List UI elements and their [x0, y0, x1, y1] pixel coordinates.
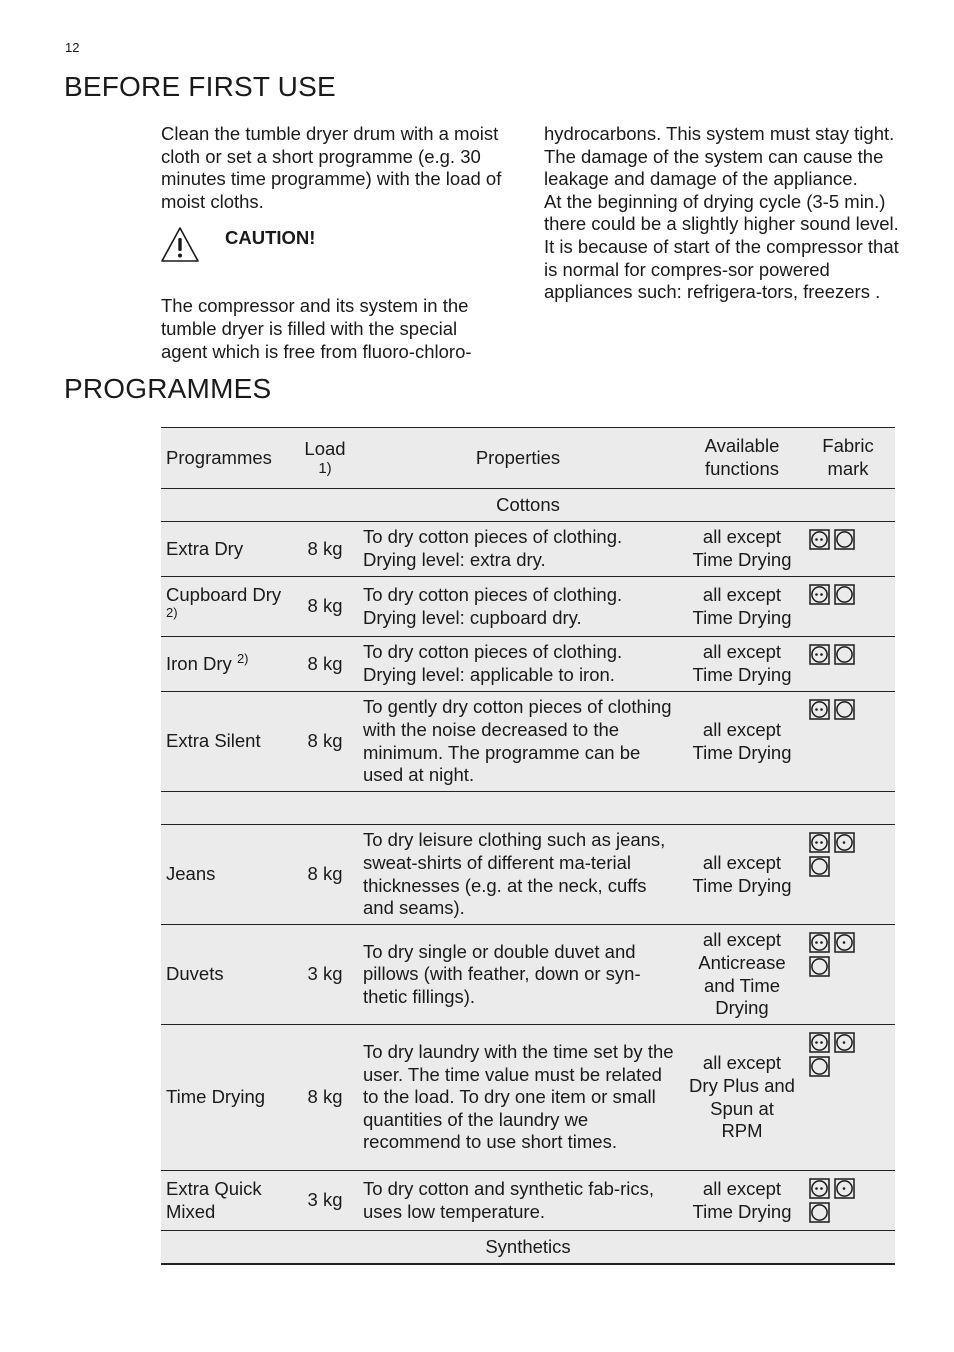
programme-load: 8 kg: [297, 577, 353, 637]
programme-name: Duvets: [166, 963, 224, 985]
fabric-mark-icons: [809, 832, 865, 877]
blank-separator-row: [161, 792, 895, 825]
table-header-row: [161, 428, 895, 489]
programme-note: 2): [236, 650, 249, 666]
table-row: [161, 1171, 895, 1231]
dryer-normal-temperature-icon: [809, 584, 830, 605]
table-row: [161, 1025, 895, 1171]
caution-block: [161, 225, 506, 295]
fabric-mark-cell: [801, 692, 895, 792]
dryer-normal-temperature-icon: [809, 1178, 830, 1199]
programme-name-cell: [161, 825, 297, 925]
fabric-mark-icons: [809, 932, 865, 977]
programme-name-cell: [161, 925, 297, 1025]
programme-load: 8 kg: [297, 692, 353, 792]
programme-load: 8 kg: [297, 522, 353, 577]
fabric-mark-cell: [801, 577, 895, 637]
programme-properties: To dry laundry with the time set by the user. The time value must be related to the load. To dry one item or small quantities of the laundry we recommend to use short times.: [353, 1025, 683, 1171]
dryer-normal-temperature-icon: [809, 932, 830, 953]
compressor-paragraph: The compressor and its system in the tumble dryer is filled with the special agent which is free from fluoro-chloro-: [161, 295, 472, 362]
fabric-mark-cell: [801, 1171, 895, 1231]
header-programmes: Programmes: [161, 428, 297, 489]
section-row-cottons: [161, 489, 895, 522]
dryer-low-temperature-icon: [834, 832, 855, 853]
programme-properties: To dry cotton pieces of clothing. Drying level: applicable to iron.: [353, 637, 683, 692]
programme-name: Extra Silent: [166, 730, 261, 752]
fabric-mark-icons: [809, 644, 865, 665]
dryer-normal-temperature-icon: [809, 1032, 830, 1053]
fabric-mark-cell: [801, 522, 895, 577]
programme-functions: all except Time Drying: [683, 692, 801, 792]
sound-level-paragraph: At the beginning of drying cycle (3-5 min.) there could be a slightly higher sound level. It is because of start of the compressor that is normal for compres-sor powered appliances such: refrigera-tors, freezers .: [544, 190, 899, 303]
programme-functions: all except Time Drying: [683, 1171, 801, 1231]
programme-name-cell: [161, 1025, 297, 1171]
fabric-mark-icons: [809, 529, 865, 550]
programme-load: 8 kg: [297, 825, 353, 925]
programme-properties: To dry cotton and synthetic fab-rics, uses low temperature.: [353, 1171, 683, 1231]
programme-name: Extra Dry: [166, 537, 244, 559]
page-number: 12: [65, 40, 80, 55]
table-row: [161, 637, 895, 692]
fabric-mark-icons: [809, 1178, 865, 1223]
section-row-synthetics: [161, 1231, 895, 1265]
fabric-mark-icons: [809, 584, 865, 605]
programme-functions: all except Time Drying: [683, 522, 801, 577]
dryer-normal-temperature-icon: [809, 699, 830, 720]
table-row: [161, 925, 895, 1025]
programme-load: 3 kg: [297, 1171, 353, 1231]
table-row: [161, 522, 895, 577]
programme-name-cell: [161, 692, 297, 792]
programme-load: 8 kg: [297, 1025, 353, 1171]
tumble-dryer-icon: [809, 856, 830, 877]
caution-label: CAUTION!: [225, 227, 316, 249]
tumble-dryer-icon: [809, 956, 830, 977]
warning-triangle-icon: [159, 225, 201, 265]
programme-functions: all except Anticrease and Time Drying: [683, 925, 801, 1025]
programme-name: Time Drying: [166, 1086, 266, 1108]
intro-paragraph: Clean the tumble dryer drum with a moist cloth or set a short programme (e.g. 30 minutes time programme) with the load of moist cloths.: [161, 123, 502, 212]
fabric-mark-cell: [801, 925, 895, 1025]
fabric-mark-icons: [809, 1032, 865, 1077]
programmes-table: [161, 427, 895, 1265]
tumble-dryer-icon: [809, 1056, 830, 1077]
programme-name-cell: [161, 1171, 297, 1231]
header-load: [297, 428, 353, 489]
before-first-use-left-column: [161, 123, 506, 363]
dryer-low-temperature-icon: [834, 1032, 855, 1053]
programme-load: 3 kg: [297, 925, 353, 1025]
dryer-normal-temperature-icon: [809, 644, 830, 665]
tumble-dryer-icon: [834, 699, 855, 720]
dryer-low-temperature-icon: [834, 932, 855, 953]
programme-functions: all except Time Drying: [683, 637, 801, 692]
before-first-use-right-column: [544, 123, 899, 304]
table-row: [161, 825, 895, 925]
section-title-before-first-use: BEFORE FIRST USE: [64, 71, 336, 102]
programme-note: 2): [166, 604, 178, 620]
programme-functions: all except Time Drying: [683, 577, 801, 637]
programme-load: 8 kg: [297, 637, 353, 692]
programme-name-cell: [161, 577, 297, 637]
table-row: [161, 577, 895, 637]
programme-properties: To gently dry cotton pieces of clothing with the noise decreased to the minimum. The programme can be used at night.: [353, 692, 683, 792]
tumble-dryer-icon: [809, 1202, 830, 1223]
dryer-normal-temperature-icon: [809, 529, 830, 550]
section-label-synthetics: Synthetics: [161, 1231, 895, 1265]
programme-properties: To dry leisure clothing such as jeans, sweat-shirts of different ma-terial thicknesses (e.g. at the neck, cuffs and seams).: [353, 825, 683, 925]
section-label-cottons: Cottons: [161, 489, 895, 522]
programme-name-cell: [161, 637, 297, 692]
header-properties: Properties: [353, 428, 683, 489]
programme-properties: To dry single or double duvet and pillows (with feather, down or syn-thetic fillings).: [353, 925, 683, 1025]
table-row: [161, 692, 895, 792]
tumble-dryer-icon: [834, 584, 855, 605]
programme-functions: all except Dry Plus and Spun at RPM: [683, 1025, 801, 1171]
programme-name-cell: [161, 522, 297, 577]
fabric-mark-icons: [809, 699, 865, 720]
programme-functions: all except Time Drying: [683, 825, 801, 925]
header-available-functions: Available functions: [683, 428, 801, 489]
blank-cell: [161, 792, 895, 825]
section-title-programmes: PROGRAMMES: [64, 373, 272, 404]
hydrocarbons-paragraph: hydrocarbons. This system must stay tight. The damage of the system can cause the leakage and damage of the appliance.: [544, 123, 895, 190]
programme-properties: To dry cotton pieces of clothing. Drying level: extra dry.: [353, 522, 683, 577]
programme-name: Cupboard Dry: [166, 583, 282, 605]
header-fabric-mark: Fabric mark: [801, 428, 895, 489]
tumble-dryer-icon: [834, 644, 855, 665]
dryer-low-temperature-icon: [834, 1178, 855, 1199]
fabric-mark-cell: [801, 1025, 895, 1171]
programmes-table-body: [161, 489, 895, 1265]
programme-name: Iron Dry: [166, 652, 232, 674]
programme-name: Jeans: [166, 863, 216, 885]
programme-name: Extra Quick Mixed: [166, 1177, 262, 1222]
dryer-normal-temperature-icon: [809, 832, 830, 853]
programme-properties: To dry cotton pieces of clothing. Drying level: cupboard dry.: [353, 577, 683, 637]
header-load-label: Load: [304, 437, 346, 459]
tumble-dryer-icon: [834, 529, 855, 550]
fabric-mark-cell: [801, 637, 895, 692]
fabric-mark-cell: [801, 825, 895, 925]
header-load-note: 1): [318, 460, 332, 478]
